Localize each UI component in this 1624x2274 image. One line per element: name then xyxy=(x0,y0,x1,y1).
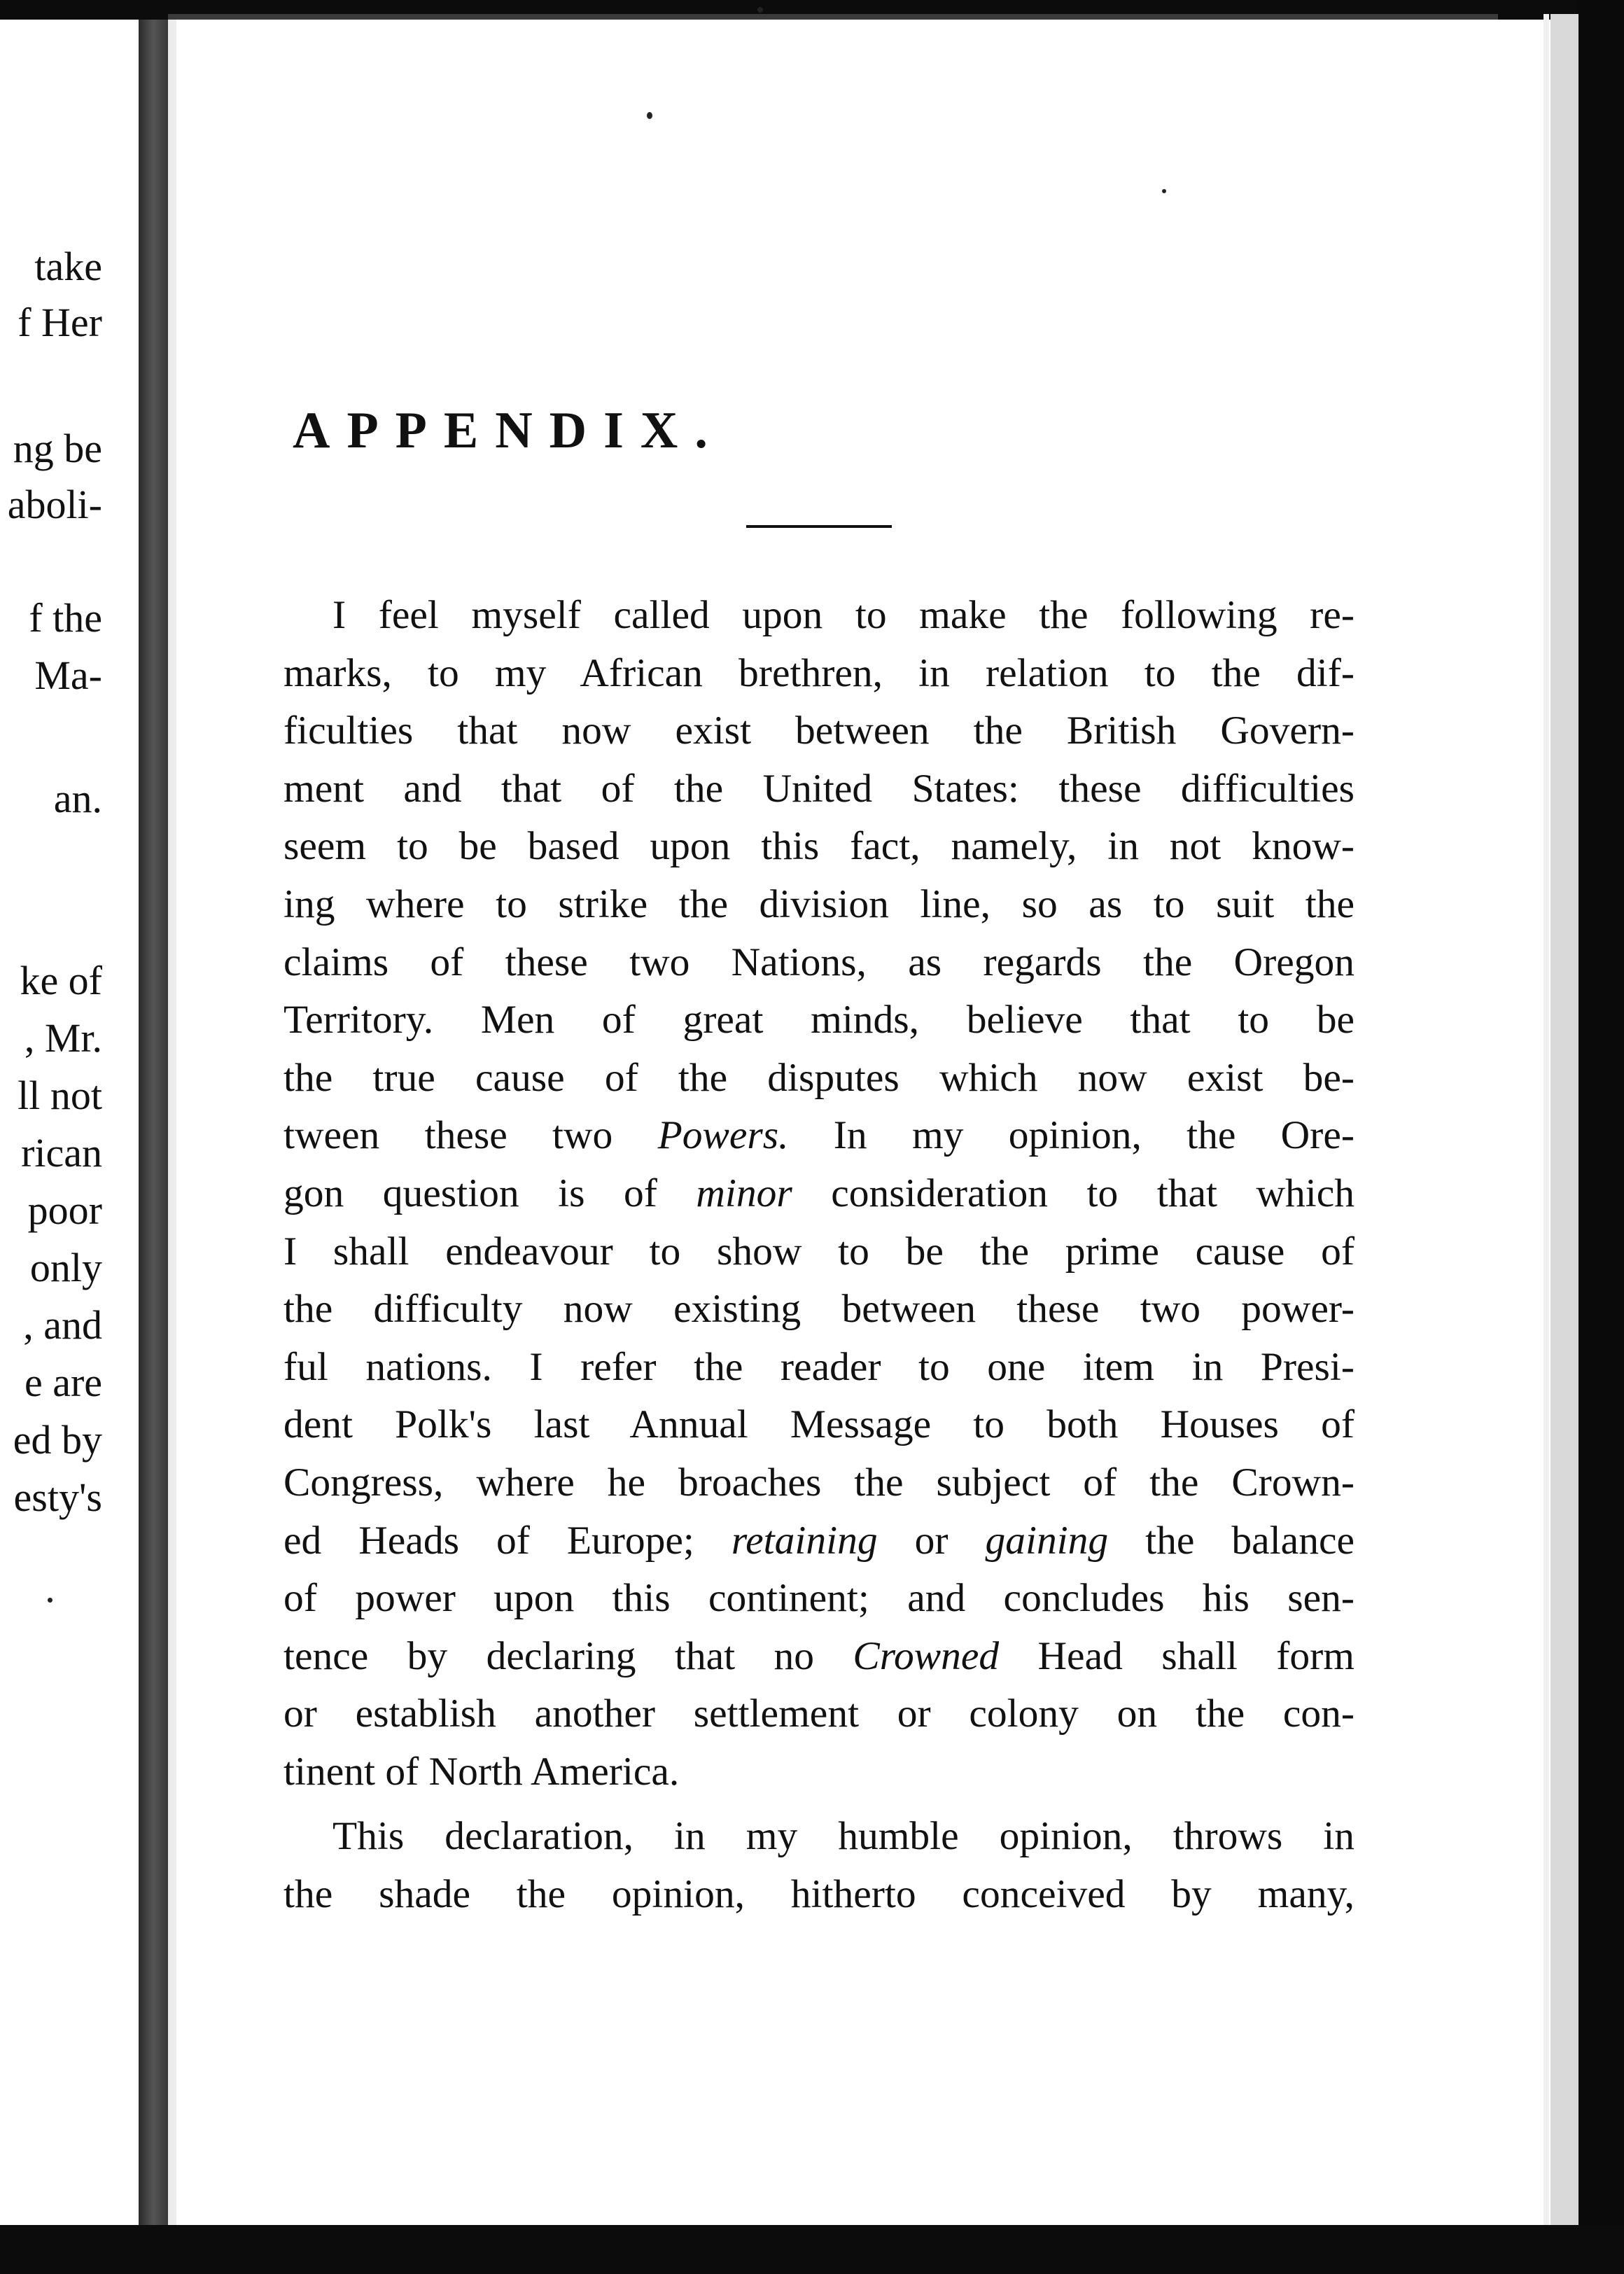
facing-page-line: f Her xyxy=(18,300,102,345)
text-line: ing where to strike the division line, so as to suit the xyxy=(284,881,1354,926)
italic-run: Powers. xyxy=(657,1113,789,1158)
scan-bottom-edge xyxy=(0,2225,1624,2274)
text-line: This declaration, in my humble opinion, throws in xyxy=(332,1814,1354,1858)
text-line: the shade the opinion, hitherto conceived by many, xyxy=(284,1871,1354,1916)
facing-page-line: , and xyxy=(23,1302,102,1348)
text-line: ment and that of the United States: these difficulties xyxy=(284,766,1354,811)
text-run: tween these two xyxy=(284,1113,658,1158)
paragraph-1 xyxy=(284,587,1354,1801)
italic-run: minor xyxy=(696,1171,792,1215)
facing-page-line: , Mr. xyxy=(24,1015,102,1061)
text-line: of power upon this continent; and concludes his sen- xyxy=(284,1576,1354,1621)
text-line: Congress, where he broaches the subject of the Crown- xyxy=(284,1460,1354,1505)
text-run: tence by declaring that no xyxy=(284,1633,853,1678)
page-stack-edge-light xyxy=(1544,14,1549,2274)
text-run: or xyxy=(877,1518,986,1563)
text-line xyxy=(284,1628,1354,1686)
text-line: dent Polk's last Annual Message to both Houses of xyxy=(284,1402,1354,1447)
text-run: the balance xyxy=(1108,1518,1354,1563)
facing-page-line: f the xyxy=(29,595,102,641)
italic-run: retaining xyxy=(731,1518,878,1563)
text-line: the difficulty now existing between these two power- xyxy=(284,1287,1354,1332)
page-title: APPENDIX. xyxy=(293,402,724,459)
ink-speck xyxy=(647,112,652,119)
text-line: tinent of North America. xyxy=(284,1749,680,1794)
scan-top-shadow xyxy=(168,14,1498,20)
text-line: I feel myself called upon to make the following re- xyxy=(332,593,1354,637)
book-gutter-inner xyxy=(168,20,176,2225)
paragraph-2 xyxy=(284,1808,1354,1923)
italic-run: gaining xyxy=(985,1518,1109,1563)
text-run: Head shall form xyxy=(999,1633,1354,1678)
text-line: Territory. Men of great minds, believe that to be xyxy=(284,998,1354,1042)
ink-speck xyxy=(48,1598,52,1603)
facing-page-line: ke of xyxy=(20,958,102,1003)
text-line: the true cause of the disputes which now exist be- xyxy=(284,1055,1354,1100)
facing-page xyxy=(0,20,139,2225)
facing-page-line: esty's xyxy=(13,1474,102,1520)
text-run: ed Heads of Europe; xyxy=(284,1518,732,1563)
text-run: In my opinion, the Ore- xyxy=(788,1113,1355,1158)
text-line: seem to be based upon this fact, namely, in not know- xyxy=(284,824,1354,869)
facing-page-line: poor xyxy=(27,1187,102,1233)
book-gutter xyxy=(139,20,168,2225)
text-line: ful nations. I refer the reader to one item in Presi- xyxy=(284,1344,1354,1389)
text-line xyxy=(284,1107,1354,1165)
facing-page-line: an. xyxy=(53,776,102,821)
text-run: gon question is of xyxy=(284,1171,696,1215)
facing-page-line: Ma- xyxy=(34,653,102,698)
title-rule xyxy=(746,525,892,528)
facing-page-line: aboli- xyxy=(7,482,102,527)
facing-page-line: ll not xyxy=(18,1073,102,1118)
text-line: I shall endeavour to show to be the prime cause of xyxy=(284,1229,1354,1274)
page-stack-edge xyxy=(1550,14,1578,2274)
facing-page-line: ng be xyxy=(13,426,102,471)
ink-speck xyxy=(757,7,763,13)
text-line xyxy=(284,1165,1354,1223)
facing-page-line: take xyxy=(34,244,102,289)
ink-speck xyxy=(1162,189,1166,193)
text-line xyxy=(284,1512,1354,1570)
text-line: ficulties that now exist between the British Govern- xyxy=(284,709,1354,753)
scan-right-edge xyxy=(1576,0,1624,2274)
facing-page-line: only xyxy=(29,1245,102,1290)
text-line: marks, to my African brethren, in relation to the dif- xyxy=(284,650,1354,695)
facing-page-line: e are xyxy=(24,1360,102,1405)
text-line: or establish another settlement or colony on the con- xyxy=(284,1691,1354,1736)
facing-page-line: ed by xyxy=(13,1417,102,1463)
facing-page-line: rican xyxy=(21,1130,102,1176)
text-line: claims of these two Nations, as regards the Oregon xyxy=(284,940,1354,984)
text-run: consideration to that which xyxy=(792,1171,1354,1215)
italic-run: Crowned xyxy=(853,1633,1000,1678)
